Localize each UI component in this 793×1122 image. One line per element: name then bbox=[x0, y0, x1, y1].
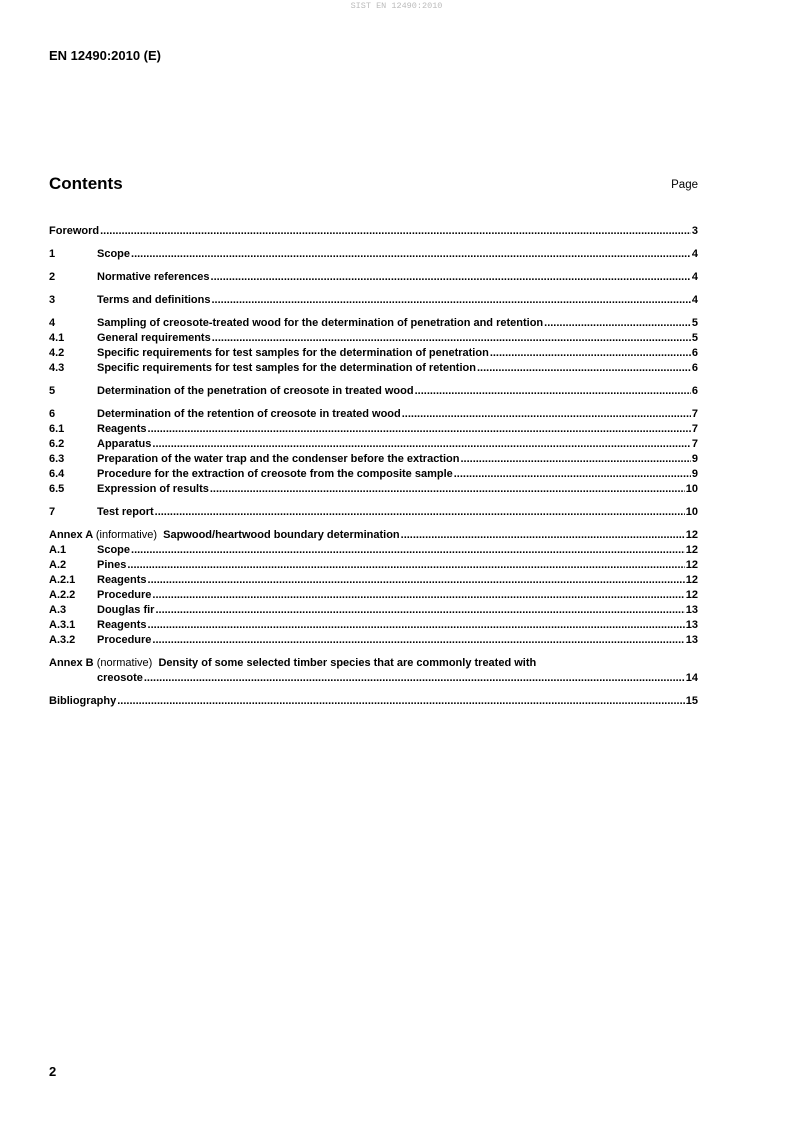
toc-entry-number: 4.3 bbox=[49, 362, 65, 374]
toc-entry-title-cont: creosote bbox=[97, 672, 143, 684]
toc-entry-number: 2 bbox=[49, 271, 56, 283]
toc-entry-page: 10 bbox=[685, 506, 698, 518]
dot-leader bbox=[155, 603, 684, 618]
toc-entry-number: A.3.2 bbox=[49, 634, 76, 646]
toc-entry-title: Terms and definitions bbox=[97, 294, 211, 306]
toc-entry-page: 7 bbox=[691, 423, 698, 435]
toc-entry-page: 5 bbox=[691, 317, 698, 329]
toc-entry-page: 12 bbox=[685, 529, 698, 541]
dot-leader bbox=[148, 422, 691, 437]
toc-entry[interactable] bbox=[49, 618, 698, 633]
toc-entry-number: A.2 bbox=[49, 559, 67, 571]
toc-entry[interactable] bbox=[49, 422, 698, 437]
toc-entry-page: 4 bbox=[691, 294, 698, 306]
toc-entry-title: Apparatus bbox=[97, 438, 152, 450]
dot-leader bbox=[127, 558, 684, 573]
dot-leader bbox=[477, 361, 691, 376]
dot-leader bbox=[144, 671, 685, 686]
toc-entry-page: 14 bbox=[685, 672, 698, 684]
toc-entry-title: Expression of results bbox=[97, 483, 209, 495]
toc-entry-continuation[interactable] bbox=[49, 671, 698, 686]
toc-entry-page: 4 bbox=[691, 271, 698, 283]
toc-entry-number: A.3 bbox=[49, 604, 67, 616]
toc-entry-number: 6.3 bbox=[49, 453, 65, 465]
toc-entry-number: A.3.1 bbox=[49, 619, 76, 631]
toc-entry-title: Reagents bbox=[97, 574, 147, 586]
toc-entry[interactable] bbox=[49, 482, 698, 497]
toc-entry[interactable] bbox=[49, 573, 698, 588]
toc-entry[interactable] bbox=[49, 316, 698, 331]
annex-label: Annex B bbox=[49, 657, 94, 669]
toc-entry-title: Procedure bbox=[97, 589, 152, 601]
toc-entry-title: Reagents bbox=[97, 423, 147, 435]
toc-entry-title: Sapwood/heartwood boundary determination bbox=[163, 529, 400, 541]
toc-entry-number: 1 bbox=[49, 248, 56, 260]
toc-entry-page: 13 bbox=[685, 604, 698, 616]
toc-entry-title: Procedure bbox=[97, 634, 152, 646]
toc-entry[interactable] bbox=[49, 603, 698, 618]
toc-entry-number: 4.2 bbox=[49, 347, 65, 359]
toc-entry-title: Preparation of the water trap and the condenser before the extraction bbox=[97, 453, 460, 465]
toc-entry[interactable] bbox=[49, 346, 698, 361]
dot-leader bbox=[212, 331, 691, 346]
toc-entry-title: Determination of the retention of creosote in treated wood bbox=[97, 408, 401, 420]
dot-leader bbox=[131, 543, 685, 558]
toc-entry-title: Scope bbox=[97, 544, 131, 556]
toc-entry[interactable] bbox=[49, 224, 698, 239]
toc-entry-page: 3 bbox=[691, 225, 698, 237]
toc-entry-title: Foreword bbox=[49, 225, 100, 237]
toc-entry[interactable] bbox=[49, 407, 698, 422]
toc-entry[interactable] bbox=[49, 384, 698, 399]
toc-entry-title: Normative references bbox=[97, 271, 210, 283]
toc-entry-number: 6.1 bbox=[49, 423, 65, 435]
toc-entry[interactable] bbox=[49, 543, 698, 558]
toc-entry-page: 9 bbox=[691, 453, 698, 465]
toc-entry-page: 6 bbox=[691, 362, 698, 374]
dot-leader bbox=[155, 505, 685, 520]
toc-entry-page: 6 bbox=[691, 385, 698, 397]
toc-entry[interactable] bbox=[49, 270, 698, 285]
annex-label: Annex A bbox=[49, 529, 93, 541]
toc-entry-page: 10 bbox=[685, 483, 698, 495]
toc-entry[interactable] bbox=[49, 528, 698, 543]
toc-entry[interactable] bbox=[49, 361, 698, 376]
toc-entry[interactable] bbox=[49, 633, 698, 648]
dot-leader bbox=[152, 588, 684, 603]
contents-title: Contents bbox=[49, 174, 123, 193]
toc-entry[interactable] bbox=[49, 247, 698, 262]
toc-entry-number: 4 bbox=[49, 317, 56, 329]
toc-entry-page: 4 bbox=[691, 248, 698, 260]
toc-entry-number: 4.1 bbox=[49, 332, 65, 344]
dot-leader bbox=[490, 346, 691, 361]
toc-entry-page: 13 bbox=[685, 634, 698, 646]
dot-leader bbox=[211, 270, 691, 285]
toc-entry-page: 15 bbox=[685, 695, 698, 707]
toc-entry-title: General requirements bbox=[97, 332, 211, 344]
dot-leader bbox=[460, 452, 690, 467]
toc-entry[interactable] bbox=[49, 331, 698, 346]
dot-leader bbox=[117, 694, 685, 709]
toc-entry[interactable] bbox=[49, 558, 698, 573]
toc-entry-page: 7 bbox=[691, 438, 698, 450]
toc-entry-title: Test report bbox=[97, 506, 154, 518]
dot-leader bbox=[148, 618, 685, 633]
toc-entry-number: 6.4 bbox=[49, 468, 65, 480]
toc-entry-number: 6.5 bbox=[49, 483, 65, 495]
table-of-contents bbox=[49, 224, 698, 709]
toc-entry-title: Reagents bbox=[97, 619, 147, 631]
toc-entry-page: 5 bbox=[691, 332, 698, 344]
dot-leader bbox=[148, 573, 685, 588]
dot-leader bbox=[402, 407, 691, 422]
dot-leader bbox=[211, 293, 690, 308]
dot-leader bbox=[131, 247, 691, 262]
toc-entry[interactable] bbox=[49, 505, 698, 520]
toc-entry-page: 13 bbox=[685, 619, 698, 631]
toc-entry-page: 12 bbox=[685, 559, 698, 571]
dot-leader bbox=[454, 467, 691, 482]
toc-entry-number: 7 bbox=[49, 506, 56, 518]
toc-entry-title: Douglas fir bbox=[97, 604, 155, 616]
toc-entry-annex bbox=[49, 528, 400, 543]
toc-entry-number: 3 bbox=[49, 294, 56, 306]
toc-entry[interactable] bbox=[49, 467, 698, 482]
toc-entry[interactable] bbox=[49, 452, 698, 467]
toc-entry-title: Sampling of creosote-treated wood for the determination of penetration and retention bbox=[97, 317, 544, 329]
toc-entry-page: 12 bbox=[685, 589, 698, 601]
page-number: 2 bbox=[49, 1064, 57, 1079]
annex-kind: (informative) bbox=[95, 529, 157, 541]
dot-leader bbox=[544, 316, 691, 331]
toc-entry-annex bbox=[49, 656, 536, 671]
toc-entry-page: 7 bbox=[691, 408, 698, 420]
watermark: SIST EN 12490:2010 bbox=[350, 1, 443, 11]
document-header: EN 12490:2010 (E) bbox=[49, 48, 162, 63]
toc-entry[interactable] bbox=[49, 694, 698, 709]
page-column-label: Page bbox=[671, 179, 698, 191]
toc-entry-number: 5 bbox=[49, 385, 56, 397]
dot-leader bbox=[100, 224, 691, 239]
toc-entry[interactable] bbox=[49, 293, 698, 308]
toc-entry-page: 12 bbox=[685, 544, 698, 556]
dot-leader bbox=[210, 482, 685, 497]
toc-entry-title: Specific requirements for test samples for the determination of penetration bbox=[97, 347, 489, 359]
toc-entry-title: Procedure for the extraction of creosote from the composite sample bbox=[97, 468, 453, 480]
dot-leader bbox=[401, 528, 685, 543]
dot-leader bbox=[415, 384, 691, 399]
toc-entry-title: Specific requirements for test samples for the determination of retention bbox=[97, 362, 476, 374]
toc-entry-number: A.1 bbox=[49, 544, 67, 556]
toc-entry-page: 9 bbox=[691, 468, 698, 480]
toc-entry-page: 12 bbox=[685, 574, 698, 586]
dot-leader bbox=[152, 437, 690, 452]
toc-entry[interactable] bbox=[49, 588, 698, 603]
toc-entry-number: 6 bbox=[49, 408, 56, 420]
toc-entry[interactable] bbox=[49, 437, 698, 452]
toc-entry-number: A.2.1 bbox=[49, 574, 76, 586]
toc-entry-number: A.2.2 bbox=[49, 589, 76, 601]
toc-entry-title: Determination of the penetration of creosote in treated wood bbox=[97, 385, 414, 397]
toc-entry-title: Scope bbox=[97, 248, 131, 260]
toc-entry-number: 6.2 bbox=[49, 438, 65, 450]
dot-leader bbox=[152, 633, 684, 648]
toc-entry-page: 6 bbox=[691, 347, 698, 359]
toc-entry-title: Density of some selected timber species that are commonly treated with bbox=[158, 657, 537, 669]
toc-entry-title: Pines bbox=[97, 559, 127, 571]
annex-kind: (normative) bbox=[96, 657, 153, 669]
toc-entry[interactable] bbox=[49, 656, 698, 671]
toc-entry-title: Bibliography bbox=[49, 695, 117, 707]
